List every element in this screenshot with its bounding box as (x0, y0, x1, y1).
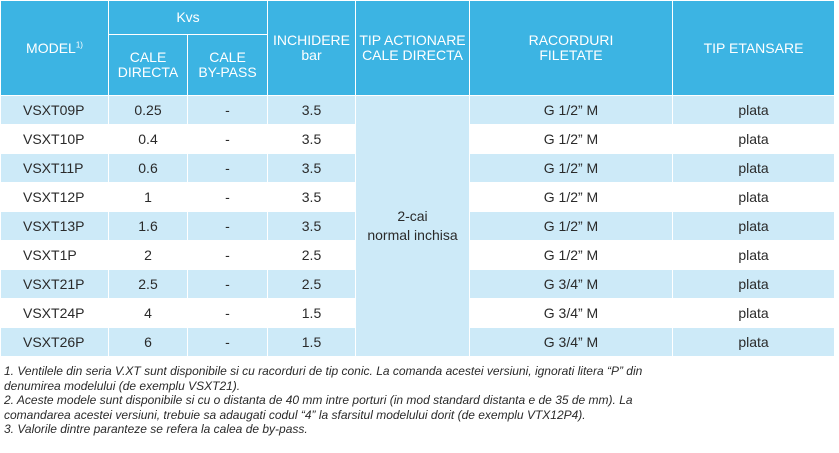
kvs-bypass-cell: - (188, 328, 268, 357)
kvs-bypass-cell: - (188, 125, 268, 154)
footnote-3: 3. Valorile dintre paranteze se refera la calea de by-pass. (4, 422, 308, 436)
model-cell: VSXT13P (1, 212, 109, 241)
connection-cell: G 3/4” M (470, 270, 673, 299)
connection-cell: G 1/2” M (470, 96, 673, 125)
model-cell: VSXT11P (1, 154, 109, 183)
kvs-bypass-cell: - (188, 241, 268, 270)
kvs-direct-cell: 4 (109, 299, 188, 328)
model-cell: VSXT12P (1, 183, 109, 212)
connection-cell: G 1/2” M (470, 241, 673, 270)
kvs-bypass-cell: - (188, 183, 268, 212)
model-cell: VSXT24P (1, 299, 109, 328)
kvs-direct-cell: 0.4 (109, 125, 188, 154)
closing-cell: 1.5 (268, 328, 356, 357)
seal-cell: plata (673, 212, 835, 241)
seal-cell: plata (673, 328, 835, 357)
footnote-1-line-1: 1. Ventilele din seria V.XT sunt disponibile si cu racorduri de tip conic. La comanda acestei versiuni, ignorati litera “P” din (4, 364, 643, 378)
kvs-bypass-cell: - (188, 96, 268, 125)
actuation-cell: 2-cai normal inchisa (356, 96, 470, 357)
model-cell: VSXT10P (1, 125, 109, 154)
seal-cell: plata (673, 96, 835, 125)
closing-cell: 3.5 (268, 154, 356, 183)
closing-cell: 3.5 (268, 125, 356, 154)
model-cell: VSXT21P (1, 270, 109, 299)
kvs-direct-cell: 2.5 (109, 270, 188, 299)
connection-cell: G 3/4” M (470, 299, 673, 328)
closing-cell: 1.5 (268, 299, 356, 328)
header-bypass-path: CALE BY-PASS (188, 35, 268, 96)
connection-cell: G 1/2” M (470, 154, 673, 183)
header-kvs: Kvs (109, 1, 268, 35)
kvs-direct-cell: 0.25 (109, 96, 188, 125)
seal-cell: plata (673, 241, 835, 270)
closing-cell: 2.5 (268, 270, 356, 299)
footnote-2-line-1: 2. Aceste modele sunt disponibile si cu o distanta de 40 mm intre porturi (in mod standard distanta e de 35 de mm). La (4, 393, 633, 407)
seal-cell: plata (673, 154, 835, 183)
kvs-bypass-cell: - (188, 299, 268, 328)
kvs-bypass-cell: - (188, 270, 268, 299)
kvs-bypass-cell: - (188, 212, 268, 241)
header-model: MODEL$^{1)}$ (1, 1, 109, 96)
footnote-1-line-2: denumirea modelului (de exemplu VSXT21). (4, 378, 241, 393)
kvs-direct-cell: 0.6 (109, 154, 188, 183)
model-cell: VSXT09P (1, 96, 109, 125)
seal-cell: plata (673, 299, 835, 328)
footnotes (4, 364, 824, 437)
closing-cell: 3.5 (268, 96, 356, 125)
kvs-direct-cell: 1 (109, 183, 188, 212)
header-connections: RACORDURI FILETATE (470, 1, 673, 96)
connection-cell: G 1/2” M (470, 212, 673, 241)
connection-cell: G 1/2” M (470, 183, 673, 212)
closing-cell: 3.5 (268, 212, 356, 241)
model-cell: VSXT1P (1, 241, 109, 270)
kvs-bypass-cell: - (188, 154, 268, 183)
connection-cell: G 3/4” M (470, 328, 673, 357)
seal-cell: plata (673, 125, 835, 154)
header-row-top (1, 1, 835, 35)
closing-cell: 3.5 (268, 183, 356, 212)
kvs-direct-cell: 1.6 (109, 212, 188, 241)
header-actuation: TIP ACTIONARE CALE DIRECTA (356, 1, 470, 96)
seal-cell: plata (673, 183, 835, 212)
seal-cell: plata (673, 270, 835, 299)
kvs-direct-cell: 6 (109, 328, 188, 357)
model-cell: VSXT26P (1, 328, 109, 357)
header-seal-type: TIP ETANSARE (673, 1, 835, 96)
footnote-2-line-2: comandarea acestei versiuni, trebuie sa adaugati codul “4” la sfarsitul modelului dorit (de exemplu VTX12P4). (4, 407, 586, 422)
closing-cell: 2.5 (268, 241, 356, 270)
kvs-direct-cell: 2 (109, 241, 188, 270)
header-closing: INCHIDERE bar (268, 1, 356, 96)
header-direct-path: CALE DIRECTA (109, 35, 188, 96)
table-row (1, 96, 835, 125)
connection-cell: G 1/2” M (470, 125, 673, 154)
